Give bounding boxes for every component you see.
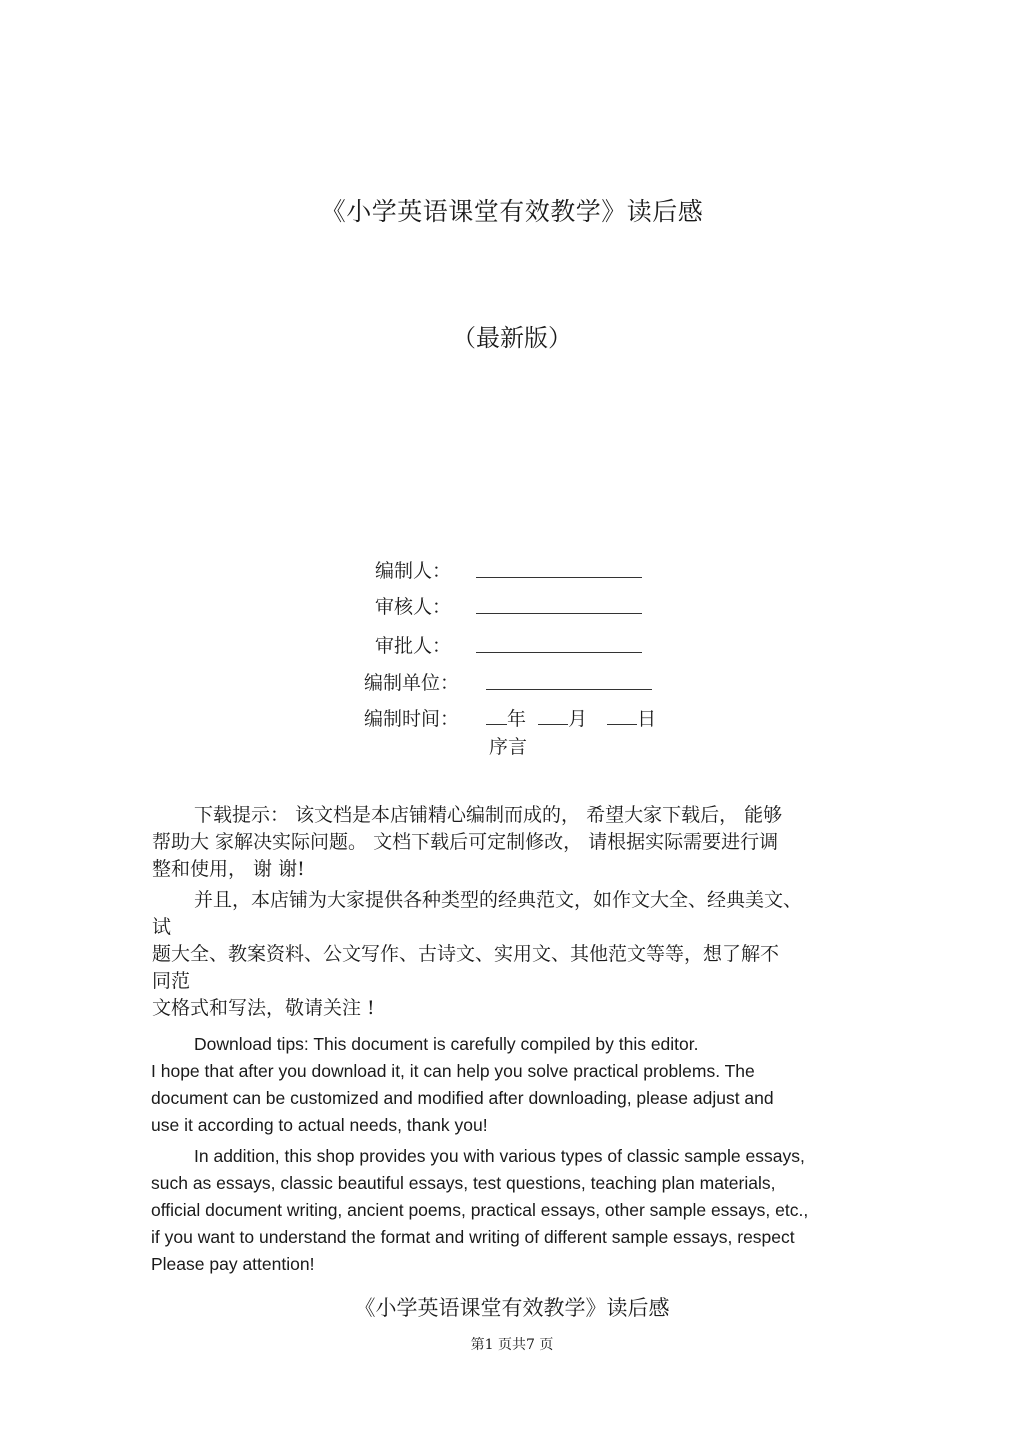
en-p1-line4: use it according to actual needs, thank you! (151, 1115, 488, 1135)
year-text: 年 (507, 708, 527, 730)
date-row (486, 704, 656, 731)
month-text: 月 (568, 708, 588, 730)
cn-paragraph-2 (152, 887, 874, 1022)
en-p1-line1: Download tips: This document is carefully compiled by this editor. (194, 1034, 699, 1054)
unit-label: 编制单位： (364, 672, 460, 694)
footer-title: 《小学英语课堂有效教学》读后感 (354, 1296, 670, 1320)
cn-p2-line3: 题大全、教案资料、公文写作、古诗文、实用文、其他范文等等，想了解不 (152, 943, 780, 965)
en-p2-line3: official document writing, ancient poems, practical essays, other sample essays, etc., (151, 1200, 809, 1220)
en-paragraph-2 (151, 1143, 873, 1278)
document-subtitle: （最新版） (452, 324, 572, 352)
en-p1-line2: I hope that after you download it, it can help you solve practical problems. The (151, 1061, 755, 1081)
reviewer-line (476, 613, 642, 614)
en-p2-line2: such as essays, classic beautiful essays, test questions, teaching plan materials, (151, 1173, 776, 1193)
cn-p2-line5: 文格式和写法，敬请关注 ! (152, 997, 375, 1019)
en-p2-line1: In addition, this shop provides you with various types of classic sample essays, (194, 1146, 805, 1166)
unit-line (486, 689, 652, 690)
en-p2-line4: if you want to understand the format and writing of different sample essays, respect (151, 1227, 795, 1247)
cn-p2-line2: 试 (152, 916, 172, 938)
compiler-line (476, 577, 642, 578)
document-title: 《小学英语课堂有效教学》读后感 (320, 197, 704, 226)
cn-paragraph-1 (152, 802, 874, 883)
year-blank (486, 723, 507, 725)
cn-p1-line1: 下载提示： 该文档是本店铺精心编制而成的， 希望大家下载后， 能够 (194, 804, 783, 826)
day-text: 日 (637, 708, 657, 730)
compiler-label: 编制人： (375, 560, 452, 582)
cn-p2-line4: 同范 (152, 970, 191, 992)
approver-line (476, 652, 642, 653)
preface-heading: 序言 (489, 736, 528, 758)
month-blank (538, 723, 568, 725)
cn-p1-line2: 帮助大 家解决实际问题。 文档下载后可定制修改， 请根据实际需要进行调 (152, 831, 779, 853)
day-blank (607, 723, 637, 725)
en-p1-line3: document can be customized and modified after downloading, please adjust and (151, 1088, 774, 1108)
cn-p2-line1: 并且，本店铺为大家提供各种类型的经典范文，如作文大全、经典美文、 (194, 889, 803, 911)
approver-label: 审批人： (375, 635, 452, 657)
reviewer-label: 审核人： (375, 596, 452, 618)
time-label: 编制时间： (364, 708, 460, 730)
page-number: 第1 页共7 页 (470, 1337, 554, 1353)
en-p2-line5: Please pay attention! (151, 1254, 315, 1274)
en-paragraph-1 (151, 1031, 873, 1139)
cn-p1-line3: 整和使用， 谢 谢! (152, 858, 305, 880)
